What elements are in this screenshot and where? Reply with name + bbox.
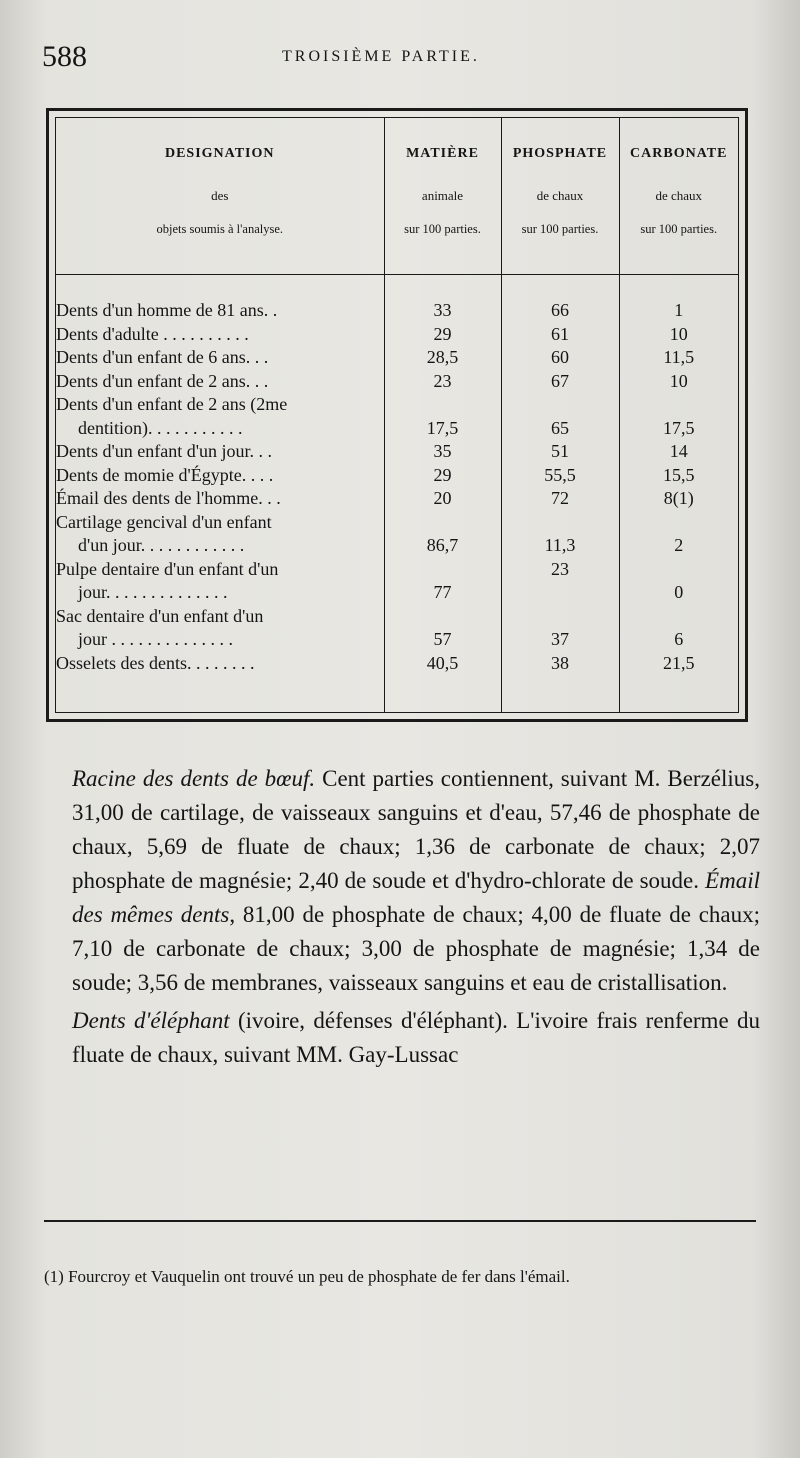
carbonate-value: 10 xyxy=(669,323,688,344)
table-row-label: Pulpe dentaire d'un enfant d'un xyxy=(56,558,279,579)
running-title: TROISIÈME PARTIE. xyxy=(282,48,480,65)
phosphate-value: 23 xyxy=(551,558,569,579)
phosphate-value: 38 xyxy=(551,652,569,673)
phosphate-value: 72 xyxy=(551,488,569,508)
phosphate-value: 66 xyxy=(551,300,569,320)
matiere-column xyxy=(384,275,501,713)
footnote: (1) Fourcroy et Vauquelin ont trouvé un peu de phosphate de fer dans l'émail. xyxy=(44,1267,570,1286)
phosphate-value: 11,3 xyxy=(544,535,576,555)
header-designation: DESIGNATION des objets soumis à l'analyse. xyxy=(56,118,384,275)
footnote-divider xyxy=(44,1220,756,1222)
carbonate-value: 21,5 xyxy=(663,652,695,673)
paragraph-lead: Racine des dents de bœuf. xyxy=(72,766,316,791)
table-row-label: Dents d'un enfant de 6 ans. . . xyxy=(56,347,269,367)
phosphate-value: 65 xyxy=(551,417,569,438)
phosphate-value: 37 xyxy=(551,629,569,649)
carbonate-value: 8(1) xyxy=(663,488,694,508)
matiere-value: 86,7 xyxy=(426,535,459,555)
phosphate-value: 55,5 xyxy=(544,464,576,485)
matiere-value: 28,5 xyxy=(426,347,459,367)
paragraph-racine xyxy=(72,762,760,1000)
table-row-label: Dents d'un enfant de 2 ans. . . xyxy=(56,370,269,391)
paragraph-text: (ivoire, défenses d'éléphant). L'ivoire frais renferme du fluate de chaux, suivant MM. Gay-Lussac xyxy=(72,1008,761,1067)
phosphate-value: 60 xyxy=(551,347,569,367)
matiere-value: 17,5 xyxy=(426,417,459,438)
carbonate-value: 10 xyxy=(669,370,688,391)
table-row-label-continuation: d'un jour. . . . . . . . . . . . xyxy=(78,535,245,555)
designation-column xyxy=(56,275,384,713)
matiere-value: 35 xyxy=(433,441,452,461)
table-row-label: Dents d'un homme de 81 ans. . xyxy=(56,300,278,320)
composition-table xyxy=(56,118,738,712)
carbonate-value: 6 xyxy=(674,629,684,649)
carbonate-value: 2 xyxy=(674,535,684,555)
table-row-label: Dents de momie d'Égypte. . . . xyxy=(56,464,274,485)
matiere-value: 29 xyxy=(433,464,452,485)
carbonate-value: 0 xyxy=(674,582,684,602)
phosphate-value: 61 xyxy=(551,323,569,344)
matiere-value: 20 xyxy=(433,488,452,508)
analysis-table xyxy=(46,108,748,722)
paragraph-text: , 81,00 de phosphate de chaux; 4,00 de fluate de chaux; 7,10 de carbonate de chaux; 3,00 de phosphate de magnésie; 1,34 de soude; 3,56 de membranes, vaisseaux sanguins et eau de cristallisation. xyxy=(72,902,761,995)
table-body xyxy=(56,275,738,713)
carbonate-value: 1 xyxy=(674,300,684,320)
table-row-label: Dents d'adulte . . . . . . . . . . xyxy=(56,323,249,344)
table-row-label: Dents d'un enfant de 2 ans (2me xyxy=(56,394,288,414)
matiere-value: 57 xyxy=(433,629,452,649)
header-carbonate: CARBONATE de chaux sur 100 parties. xyxy=(619,118,738,275)
phosphate-column xyxy=(501,275,619,713)
matiere-value: 40,5 xyxy=(426,652,459,673)
body-text xyxy=(72,762,760,1072)
matiere-value: 77 xyxy=(433,582,452,602)
phosphate-value: 67 xyxy=(551,370,569,391)
carbonate-column xyxy=(619,275,738,713)
paragraph-elephant xyxy=(72,1004,760,1072)
carbonate-value: 17,5 xyxy=(663,417,695,438)
table-row-label-continuation: jour . . . . . . . . . . . . . . xyxy=(78,629,233,649)
matiere-value: 23 xyxy=(433,370,452,391)
table-row-label-continuation: jour. . . . . . . . . . . . . . xyxy=(78,582,228,602)
carbonate-value: 14 xyxy=(669,441,688,461)
table-row-label: Émail des dents de l'homme. . . xyxy=(56,488,281,508)
header-phosphate: PHOSPHATE de chaux sur 100 parties. xyxy=(501,118,619,275)
paragraph-text: Cent parties contiennent, suivant M. Berzélius, 31,00 de cartilage, de vaisseaux sanguins et d'eau, 57,46 de phosphate de chaux, 5,69 de fluate de chaux; 1,36 de carbonate de chaux; 2,07 phosphate de magnésie; 2,40 de soude et d'hydro-chlorate de soude. xyxy=(72,766,760,893)
carbonate-value: 11,5 xyxy=(663,347,695,367)
phosphate-value: 51 xyxy=(551,441,569,461)
matiere-value: 29 xyxy=(433,323,452,344)
paragraph-lead: Dents d'éléphant xyxy=(72,1008,230,1033)
running-head xyxy=(42,40,762,80)
table-row-label: Cartilage gencival d'un enfant xyxy=(56,511,272,532)
paragraph-lead: Émail des mêmes dents xyxy=(72,868,760,927)
page-number: 588 xyxy=(42,40,87,73)
table-row-label: Dents d'un enfant d'un jour. . . xyxy=(56,441,272,461)
carbonate-value: 15,5 xyxy=(663,464,695,485)
table-row-label: Sac dentaire d'un enfant d'un xyxy=(56,605,264,626)
table-row-label: Osselets des dents. . . . . . . . xyxy=(56,652,255,673)
matiere-value: 33 xyxy=(433,300,452,320)
header-matiere: MATIÈRE animale sur 100 parties. xyxy=(384,118,501,275)
table-row-label-continuation: dentition). . . . . . . . . . . xyxy=(78,417,243,438)
